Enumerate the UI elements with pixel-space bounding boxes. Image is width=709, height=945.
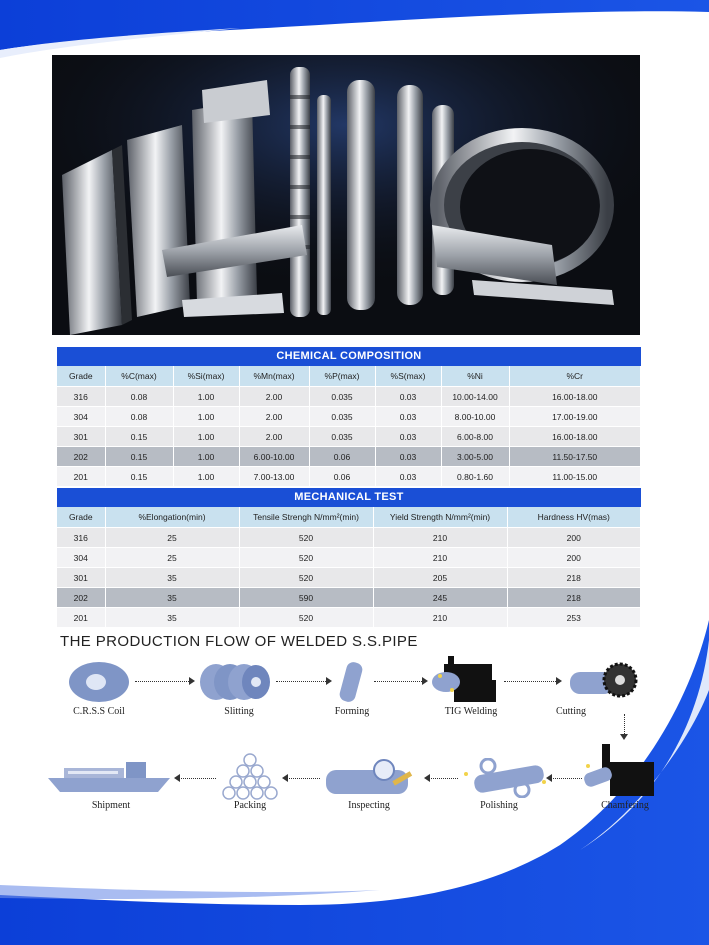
value-cell: 35 [105, 568, 239, 588]
value-cell: 0.035 [309, 387, 375, 407]
value-cell: 11.50-17.50 [509, 447, 641, 467]
header-cell: %Ni [441, 366, 509, 387]
grade-cell: 201 [57, 467, 105, 487]
grade-cell: 301 [57, 568, 105, 588]
production-flow-title: THE PRODUCTION FLOW OF WELDED S.S.PIPE [60, 633, 418, 650]
step-label: Shipment [91, 800, 131, 811]
value-cell: 1.00 [173, 447, 239, 467]
value-cell: 6.00-8.00 [441, 427, 509, 447]
header-cell: %Si(max) [173, 366, 239, 387]
value-cell: 1.00 [173, 407, 239, 427]
step-label: Polishing [480, 800, 518, 811]
flow-arrow [135, 681, 193, 682]
value-cell: 1.00 [173, 467, 239, 487]
chamfering-icon [580, 744, 656, 798]
header-cell: %C(max) [105, 366, 173, 387]
slitting-icon [198, 662, 272, 702]
value-cell: 11.00-15.00 [509, 467, 641, 487]
value-cell: 16.00-18.00 [509, 427, 641, 447]
value-cell: 0.08 [105, 407, 173, 427]
value-cell: 0.15 [105, 467, 173, 487]
flow-arrow [374, 681, 426, 682]
value-cell: 0.15 [105, 427, 173, 447]
flow-arrow [276, 681, 330, 682]
polishing-icon [460, 758, 552, 798]
header-cell: %Cr [509, 366, 641, 387]
value-cell: 1.00 [173, 427, 239, 447]
step-label: TIG Welding [444, 706, 498, 717]
value-cell: 253 [507, 608, 641, 628]
tig-welding-icon [430, 656, 496, 704]
header-cell: %S(max) [375, 366, 441, 387]
value-cell: 0.03 [375, 427, 441, 447]
step-label: Packing [233, 800, 267, 811]
value-cell: 0.035 [309, 407, 375, 427]
value-cell: 6.00-10.00 [239, 447, 309, 467]
grade-cell: 201 [57, 608, 105, 628]
header-cell: Grade [57, 366, 105, 387]
value-cell: 218 [507, 588, 641, 608]
value-cell: 210 [373, 548, 507, 568]
mechanical-test-title: MECHANICAL TEST [57, 488, 641, 507]
header-cell: %Elongation(min) [105, 507, 239, 528]
ship-icon [46, 760, 172, 794]
value-cell: 520 [239, 528, 373, 548]
step-label: Chamfering [601, 800, 649, 811]
flow-arrow [284, 778, 320, 779]
flow-arrow [176, 778, 216, 779]
value-cell: 1.00 [173, 387, 239, 407]
flow-arrow [504, 681, 560, 682]
step-label: C.R.S.S Coil [73, 706, 125, 717]
value-cell: 25 [105, 548, 239, 568]
value-cell: 200 [507, 548, 641, 568]
value-cell: 210 [373, 528, 507, 548]
step-label: Forming [334, 706, 370, 717]
header-cell: %Mn(max) [239, 366, 309, 387]
value-cell: 218 [507, 568, 641, 588]
coil-icon [66, 660, 132, 704]
value-cell: 0.06 [309, 467, 375, 487]
grade-cell: 304 [57, 407, 105, 427]
cutting-icon [566, 660, 638, 706]
value-cell: 0.08 [105, 387, 173, 407]
value-cell: 8.00-10.00 [441, 407, 509, 427]
value-cell: 35 [105, 588, 239, 608]
value-cell: 3.00-5.00 [441, 447, 509, 467]
value-cell: 2.00 [239, 407, 309, 427]
grade-cell: 202 [57, 447, 105, 467]
packing-icon [220, 752, 280, 800]
value-cell: 0.80-1.60 [441, 467, 509, 487]
value-cell: 2.00 [239, 387, 309, 407]
value-cell: 520 [239, 568, 373, 588]
value-cell: 16.00-18.00 [509, 387, 641, 407]
step-label: Cutting [555, 706, 586, 717]
value-cell: 25 [105, 528, 239, 548]
flow-arrow-down [624, 714, 625, 738]
value-cell: 2.00 [239, 427, 309, 447]
value-cell: 0.06 [309, 447, 375, 467]
value-cell: 0.035 [309, 427, 375, 447]
step-label: Slitting [224, 706, 254, 717]
header-cell: Yield Strength N/mm²(min) [373, 507, 507, 528]
value-cell: 0.15 [105, 447, 173, 467]
flow-arrow [548, 778, 582, 779]
value-cell: 520 [239, 608, 373, 628]
inspecting-icon [322, 756, 422, 798]
grade-cell: 202 [57, 588, 105, 608]
grade-cell: 304 [57, 548, 105, 568]
value-cell: 520 [239, 548, 373, 568]
value-cell: 200 [507, 528, 641, 548]
value-cell: 0.03 [375, 407, 441, 427]
header-cell: %P(max) [309, 366, 375, 387]
header-cell: Grade [57, 507, 105, 528]
value-cell: 7.00-13.00 [239, 467, 309, 487]
value-cell: 590 [239, 588, 373, 608]
header-cell: Tensile Strengh N/mm²(min) [239, 507, 373, 528]
grade-cell: 316 [57, 387, 105, 407]
value-cell: 35 [105, 608, 239, 628]
forming-icon [335, 658, 369, 706]
value-cell: 205 [373, 568, 507, 588]
grade-cell: 301 [57, 427, 105, 447]
step-label: Inspecting [348, 800, 390, 811]
chemical-composition-title: CHEMICAL COMPOSITION [57, 347, 641, 366]
value-cell: 245 [373, 588, 507, 608]
flow-arrow [426, 778, 458, 779]
value-cell: 0.03 [375, 447, 441, 467]
header-cell: Hardness HV(mas) [507, 507, 641, 528]
value-cell: 10.00-14.00 [441, 387, 509, 407]
value-cell: 210 [373, 608, 507, 628]
value-cell: 0.03 [375, 467, 441, 487]
value-cell: 0.03 [375, 387, 441, 407]
grade-cell: 316 [57, 528, 105, 548]
value-cell: 17.00-19.00 [509, 407, 641, 427]
